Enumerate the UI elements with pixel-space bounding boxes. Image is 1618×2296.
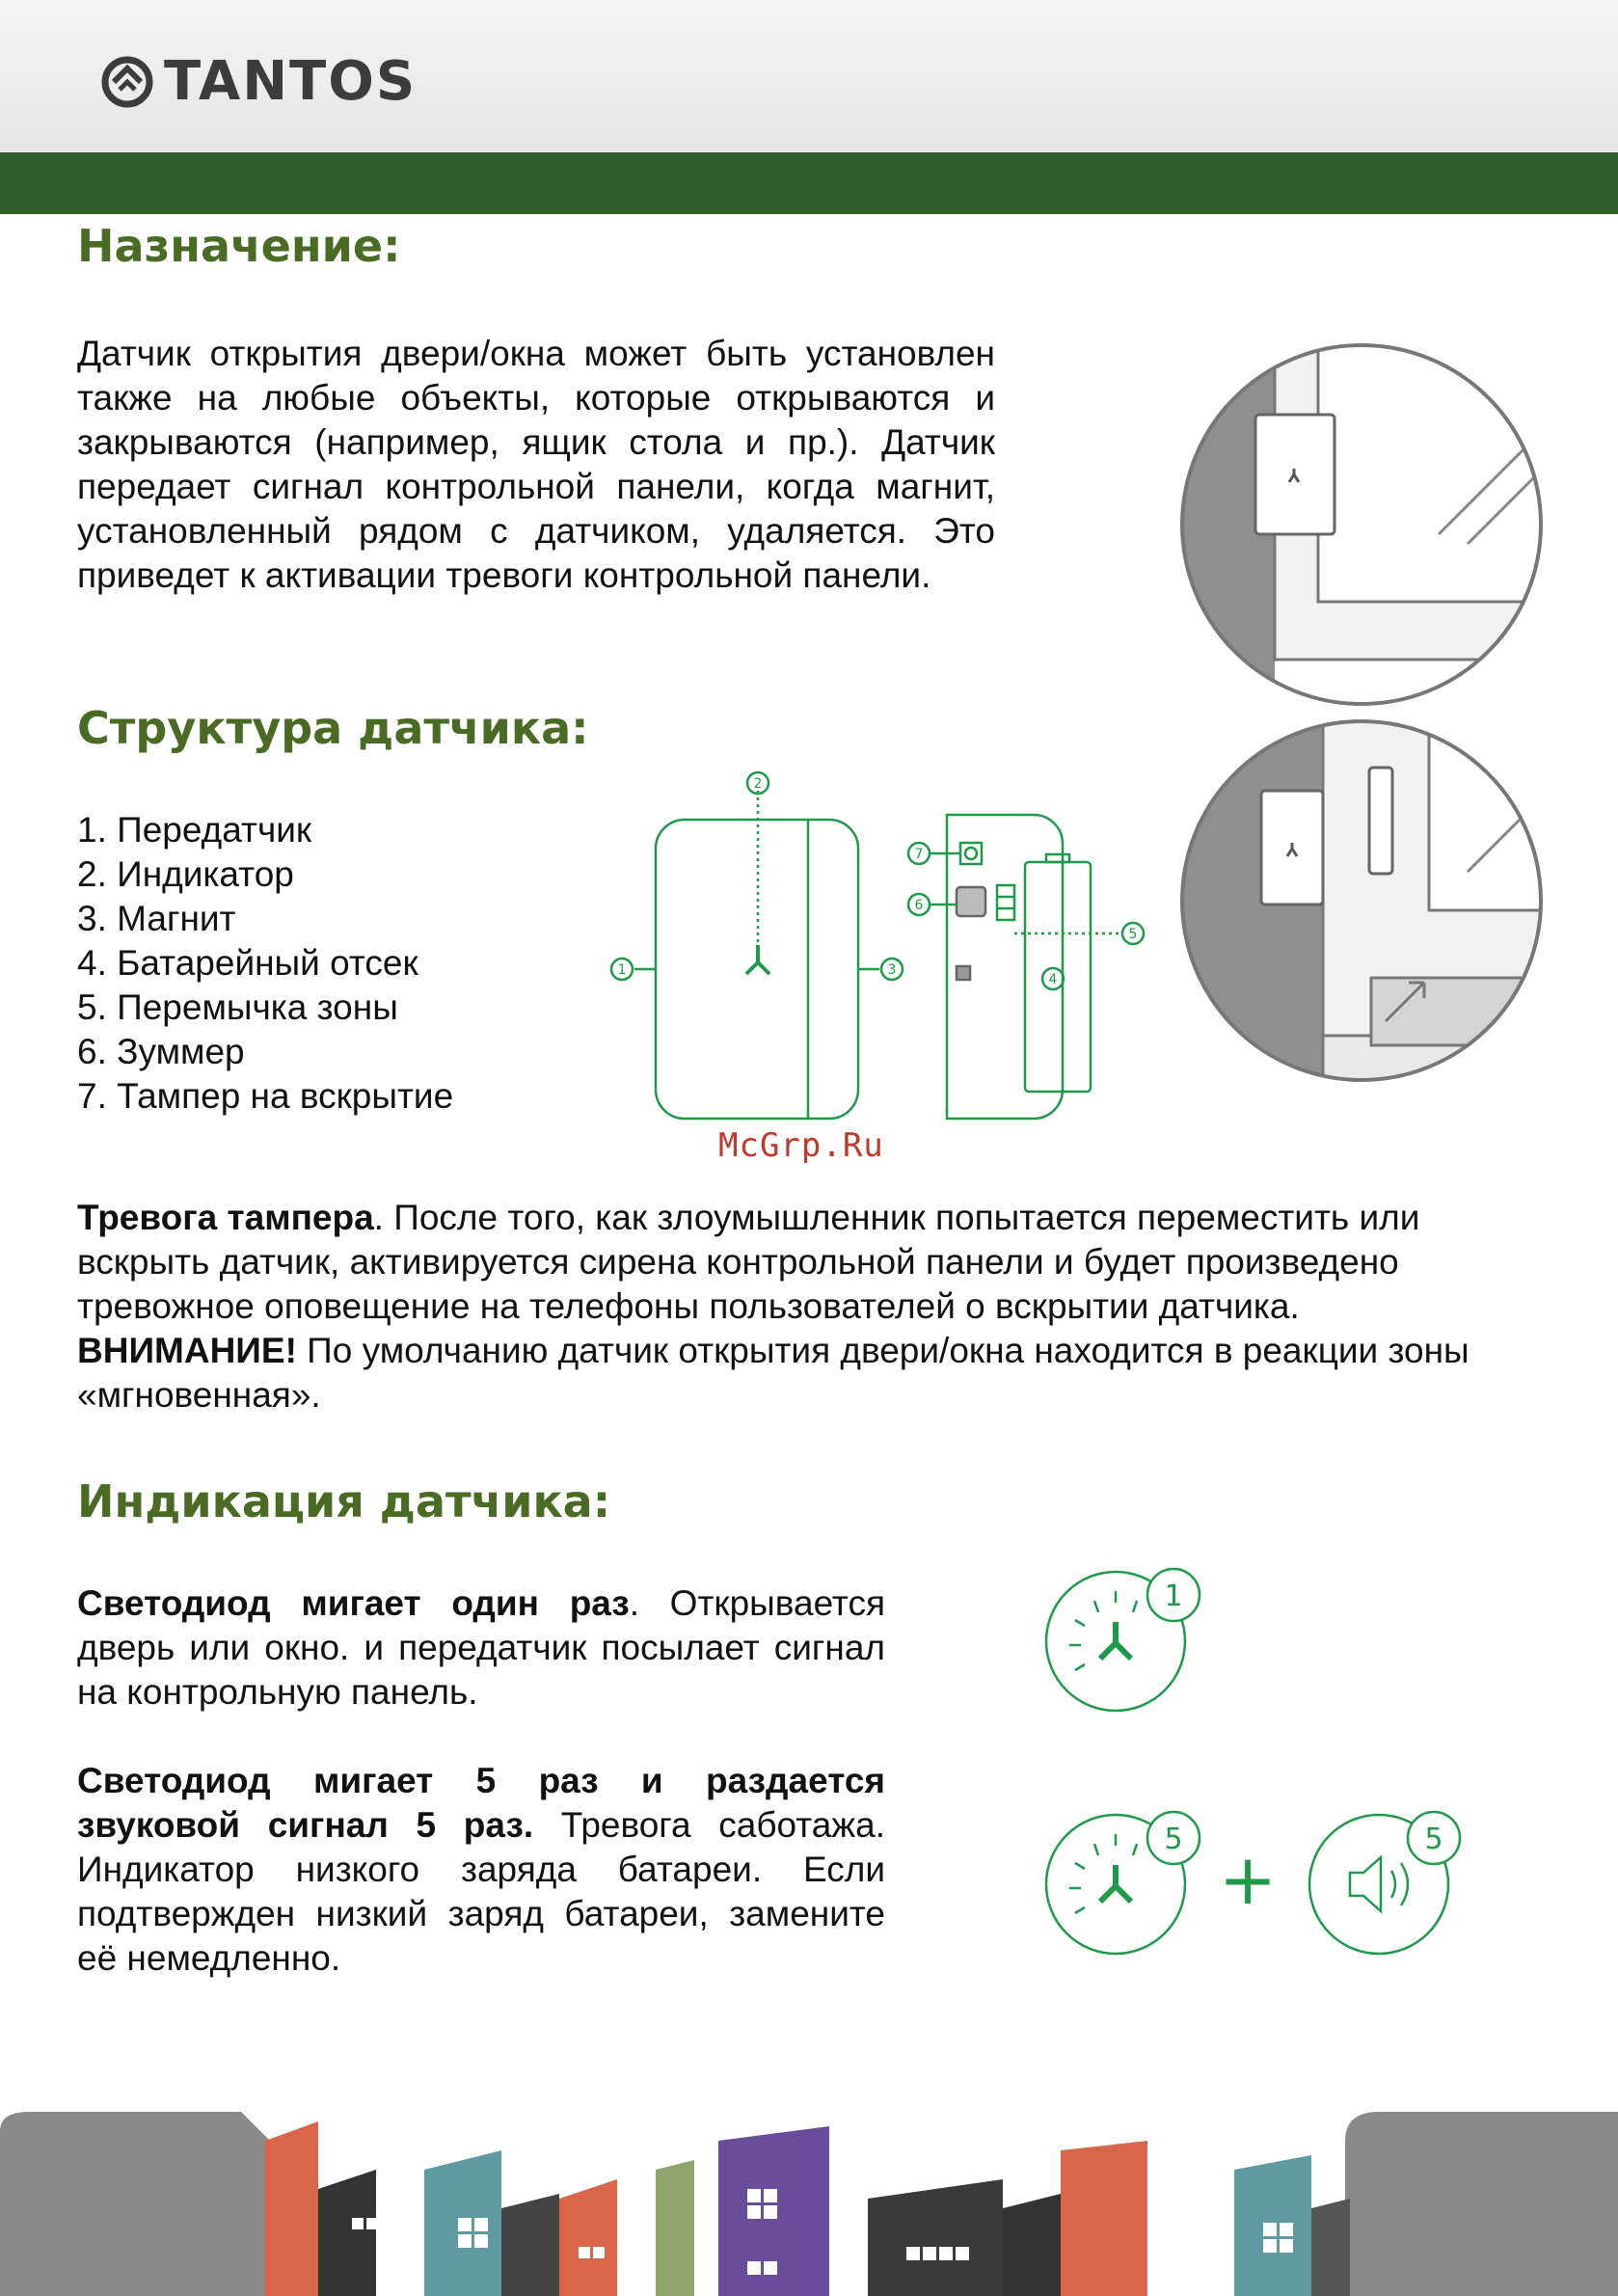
structure-list: [77, 808, 453, 1119]
tamper-paragraph: [77, 1196, 1543, 1418]
callout-4-label: 4: [1048, 972, 1058, 987]
list-item: 3. Магнит: [77, 899, 236, 938]
badge-five-led: 5: [1164, 1823, 1183, 1856]
warning-text: По умолчанию датчик открытия двери/окна находится в реакции зоны «мгновенная».: [77, 1331, 1470, 1415]
tantos-logo: [100, 50, 417, 113]
list-item: 5. Перемычка зоны: [77, 987, 398, 1027]
transmitter-body: [656, 820, 858, 1119]
structure-heading: Структура датчика:: [77, 702, 589, 754]
tamper-text: . После того, как злоумышленник попытается переместить или вскрыть датчик, активируется сирена контрольной панели и будет произведено тревожное оповещение на телефоны пользователей о вскрытии датчика.: [77, 1198, 1420, 1326]
badge-once: 1: [1164, 1580, 1183, 1613]
list-item: 4. Батарейный отсек: [77, 943, 418, 983]
indication-once-paragraph: [77, 1581, 885, 1715]
tamper-switch: [960, 843, 982, 864]
list-item: 6. Зуммер: [77, 1032, 245, 1071]
indication-five-paragraph: [77, 1759, 885, 1981]
page-header: [0, 0, 1618, 152]
callout-6-label: 6: [914, 898, 924, 913]
door-open-illustration: [1178, 717, 1545, 1084]
tamper-title: Тревога тампера: [77, 1198, 374, 1237]
header-green-bar: [0, 152, 1618, 214]
callout-5-label: 5: [1128, 927, 1138, 942]
buzzer: [957, 887, 985, 916]
callout-7-label: 7: [914, 847, 924, 862]
watermark: McGrp.Ru: [718, 1126, 884, 1165]
indication-five-title: Светодиод мигает 5 раз и раздается звуковой сигнал 5 раз.: [77, 1761, 885, 1845]
callout-1-label: 1: [617, 962, 627, 978]
indication-heading: Индикация датчика:: [77, 1475, 611, 1527]
indication-once-text: . Открывается дверь или окно. и передатчик посылает сигнал на контрольную панель.: [77, 1583, 885, 1712]
indication-once-title: Светодиод мигает один раз: [77, 1583, 630, 1623]
battery-compartment: [1025, 862, 1091, 1092]
list-item: 7. Тампер на вскрытие: [77, 1076, 454, 1116]
door-closed-illustration: [1178, 341, 1545, 708]
purpose-text: Датчик открытия двери/окна может быть установлен также на любые объекты, которые открываются и закрываются (например, ящик стола и пр.). Датчик передает сигнал контрольной панели, когда магнит, установленный рядом с датчиком, удаляется. Это приведет к активации тревоги контрольной панели.: [77, 334, 995, 595]
tantos-logo-icon: [100, 55, 154, 109]
list-item: 1. Передатчик: [77, 810, 312, 850]
indication-five-text: Тревога саботажа. Индикатор низкого заряда батареи. Если подтвержден низкий заряд батареи, замените её немедленно.: [77, 1805, 885, 1978]
callout-2-label: 2: [753, 776, 763, 792]
callout-3-label: 3: [887, 962, 897, 978]
led-blink-once-icon: [1037, 1562, 1210, 1716]
purpose-heading: Назначение:: [77, 220, 401, 272]
footer-cityscape: [0, 2102, 1618, 2296]
plus-sign: +: [1218, 1839, 1278, 1920]
badge-five-sound: 5: [1424, 1823, 1443, 1856]
indicator-icon: [746, 945, 769, 974]
logo-text: TANTOS: [164, 50, 418, 113]
led-five-beep-five-icons: [1037, 1796, 1480, 1959]
sensor-structure-diagram: [598, 762, 1157, 1128]
zone-jumper: [997, 885, 1014, 920]
warning-title: ВНИМАНИЕ!: [77, 1331, 297, 1370]
list-item: 2. Индикатор: [77, 854, 294, 894]
